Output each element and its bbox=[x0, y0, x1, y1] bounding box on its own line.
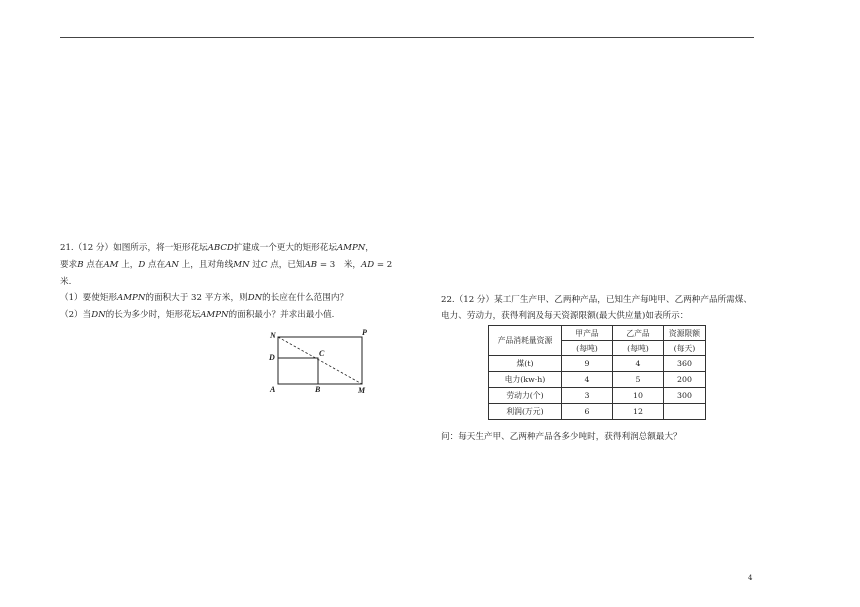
q22-line1: 22.（12 分）某工厂生产甲、乙两种产品，已知生产每吨甲、乙两种产品所需煤、 bbox=[441, 295, 752, 305]
q21-var: DN bbox=[247, 293, 263, 303]
table-cell: 12 bbox=[613, 404, 664, 420]
rect-abcd bbox=[278, 358, 318, 384]
table-header-cell: 甲产品 bbox=[562, 326, 613, 341]
q21-text: 过 bbox=[249, 260, 261, 270]
table-cell: 300 bbox=[664, 388, 706, 404]
q22-line2: 电力、劳动力，获得利润及每天资源限额(最大供应量)如表所示： bbox=[441, 311, 689, 321]
label-b: B bbox=[315, 385, 321, 394]
q21-sub2 bbox=[60, 309, 334, 321]
table-header-row-top bbox=[489, 326, 706, 341]
table-cell: 3 bbox=[562, 388, 613, 404]
q21-sub1 bbox=[60, 292, 348, 304]
q21-var: AMPN bbox=[200, 310, 229, 320]
table-header-cell: (每天) bbox=[664, 341, 706, 356]
table-row bbox=[489, 404, 706, 420]
q21-var: AMPN bbox=[336, 243, 366, 253]
q21-text: 扩建成一个更大的矩形花坛 bbox=[233, 243, 337, 253]
q21-var: AB bbox=[304, 260, 318, 270]
table-cell: 360 bbox=[664, 356, 706, 372]
label-p: P bbox=[362, 328, 367, 337]
table-cell: 200 bbox=[664, 372, 706, 388]
q21-text: 上，且对角线 bbox=[178, 260, 234, 270]
table-cell: 煤(t) bbox=[489, 356, 562, 372]
label-c: C bbox=[319, 349, 325, 358]
q21-text: 21.（12 分）如图所示，将一矩形花坛 bbox=[60, 243, 208, 253]
q21-text: （1）要使矩形 bbox=[60, 293, 118, 303]
label-d: D bbox=[269, 353, 275, 362]
label-n: N bbox=[270, 331, 276, 340]
table-cell bbox=[664, 404, 706, 420]
q21-var: MN bbox=[233, 260, 250, 270]
table-cell: 4 bbox=[562, 372, 613, 388]
q21-text: ， bbox=[365, 243, 374, 253]
q21-text: = 3 米， bbox=[317, 260, 362, 270]
q21-var: AM bbox=[103, 260, 119, 270]
table-cell: 4 bbox=[613, 356, 664, 372]
q21-var: AMPN bbox=[117, 293, 146, 303]
q21-line2 bbox=[60, 259, 392, 271]
table-cell: 10 bbox=[613, 388, 664, 404]
rectangle-figure bbox=[262, 325, 374, 397]
table-cell: 电力(kw·h) bbox=[489, 372, 562, 388]
q21-var: DN bbox=[91, 310, 106, 320]
resource-table bbox=[488, 325, 706, 420]
table-header-cell: 产品消耗量资源 bbox=[489, 326, 562, 356]
table-row bbox=[489, 356, 706, 372]
q21-text: 点在 bbox=[145, 260, 166, 270]
q21-text: 点在 bbox=[83, 260, 104, 270]
table-cell: 9 bbox=[562, 356, 613, 372]
q22-question: 问：每天生产甲、乙两种产品各多少吨时，获得利润总额最大？ bbox=[441, 432, 682, 442]
table-row bbox=[489, 388, 706, 404]
diagonal-mn bbox=[278, 337, 362, 384]
q21-text: 要求 bbox=[60, 260, 78, 270]
q21-text: 点，已知 bbox=[267, 260, 305, 270]
table-cell: 劳动力(个) bbox=[489, 388, 562, 404]
q21-var: D bbox=[138, 260, 146, 270]
table-cell: 利润(万元) bbox=[489, 404, 562, 420]
q21-text: 的面积大于 32 平方米，则 bbox=[145, 293, 248, 303]
q21-text: 上， bbox=[118, 260, 139, 270]
header-rule bbox=[60, 37, 754, 38]
q21-text: = 2 bbox=[374, 260, 393, 270]
table-header-cell: (每吨) bbox=[613, 341, 664, 356]
table-header-cell: 资源限额 bbox=[664, 326, 706, 341]
page-number: 4 bbox=[748, 574, 753, 582]
q21-line1 bbox=[60, 242, 374, 254]
table-row bbox=[489, 372, 706, 388]
q21-text: 的长应在什么范围内？ bbox=[262, 293, 349, 303]
q21-var: C bbox=[260, 260, 268, 270]
q21-var: AD bbox=[361, 260, 375, 270]
table-header-cell: (每吨) bbox=[562, 341, 613, 356]
q21-text: （2）当 bbox=[60, 310, 92, 320]
q21-var: AN bbox=[165, 260, 179, 270]
label-m: M bbox=[358, 386, 366, 395]
q21-text: 的长为多少时，矩形花坛 bbox=[105, 310, 201, 320]
label-a: A bbox=[270, 385, 276, 394]
q21-var: ABCD bbox=[207, 243, 234, 253]
q21-text: 的面积最小？并求出最小值. bbox=[228, 310, 335, 320]
q21-var: B bbox=[77, 260, 84, 270]
q21-line3: 米. bbox=[60, 277, 72, 287]
table-cell: 6 bbox=[562, 404, 613, 420]
table-cell: 5 bbox=[613, 372, 664, 388]
table-header-cell: 乙产品 bbox=[613, 326, 664, 341]
